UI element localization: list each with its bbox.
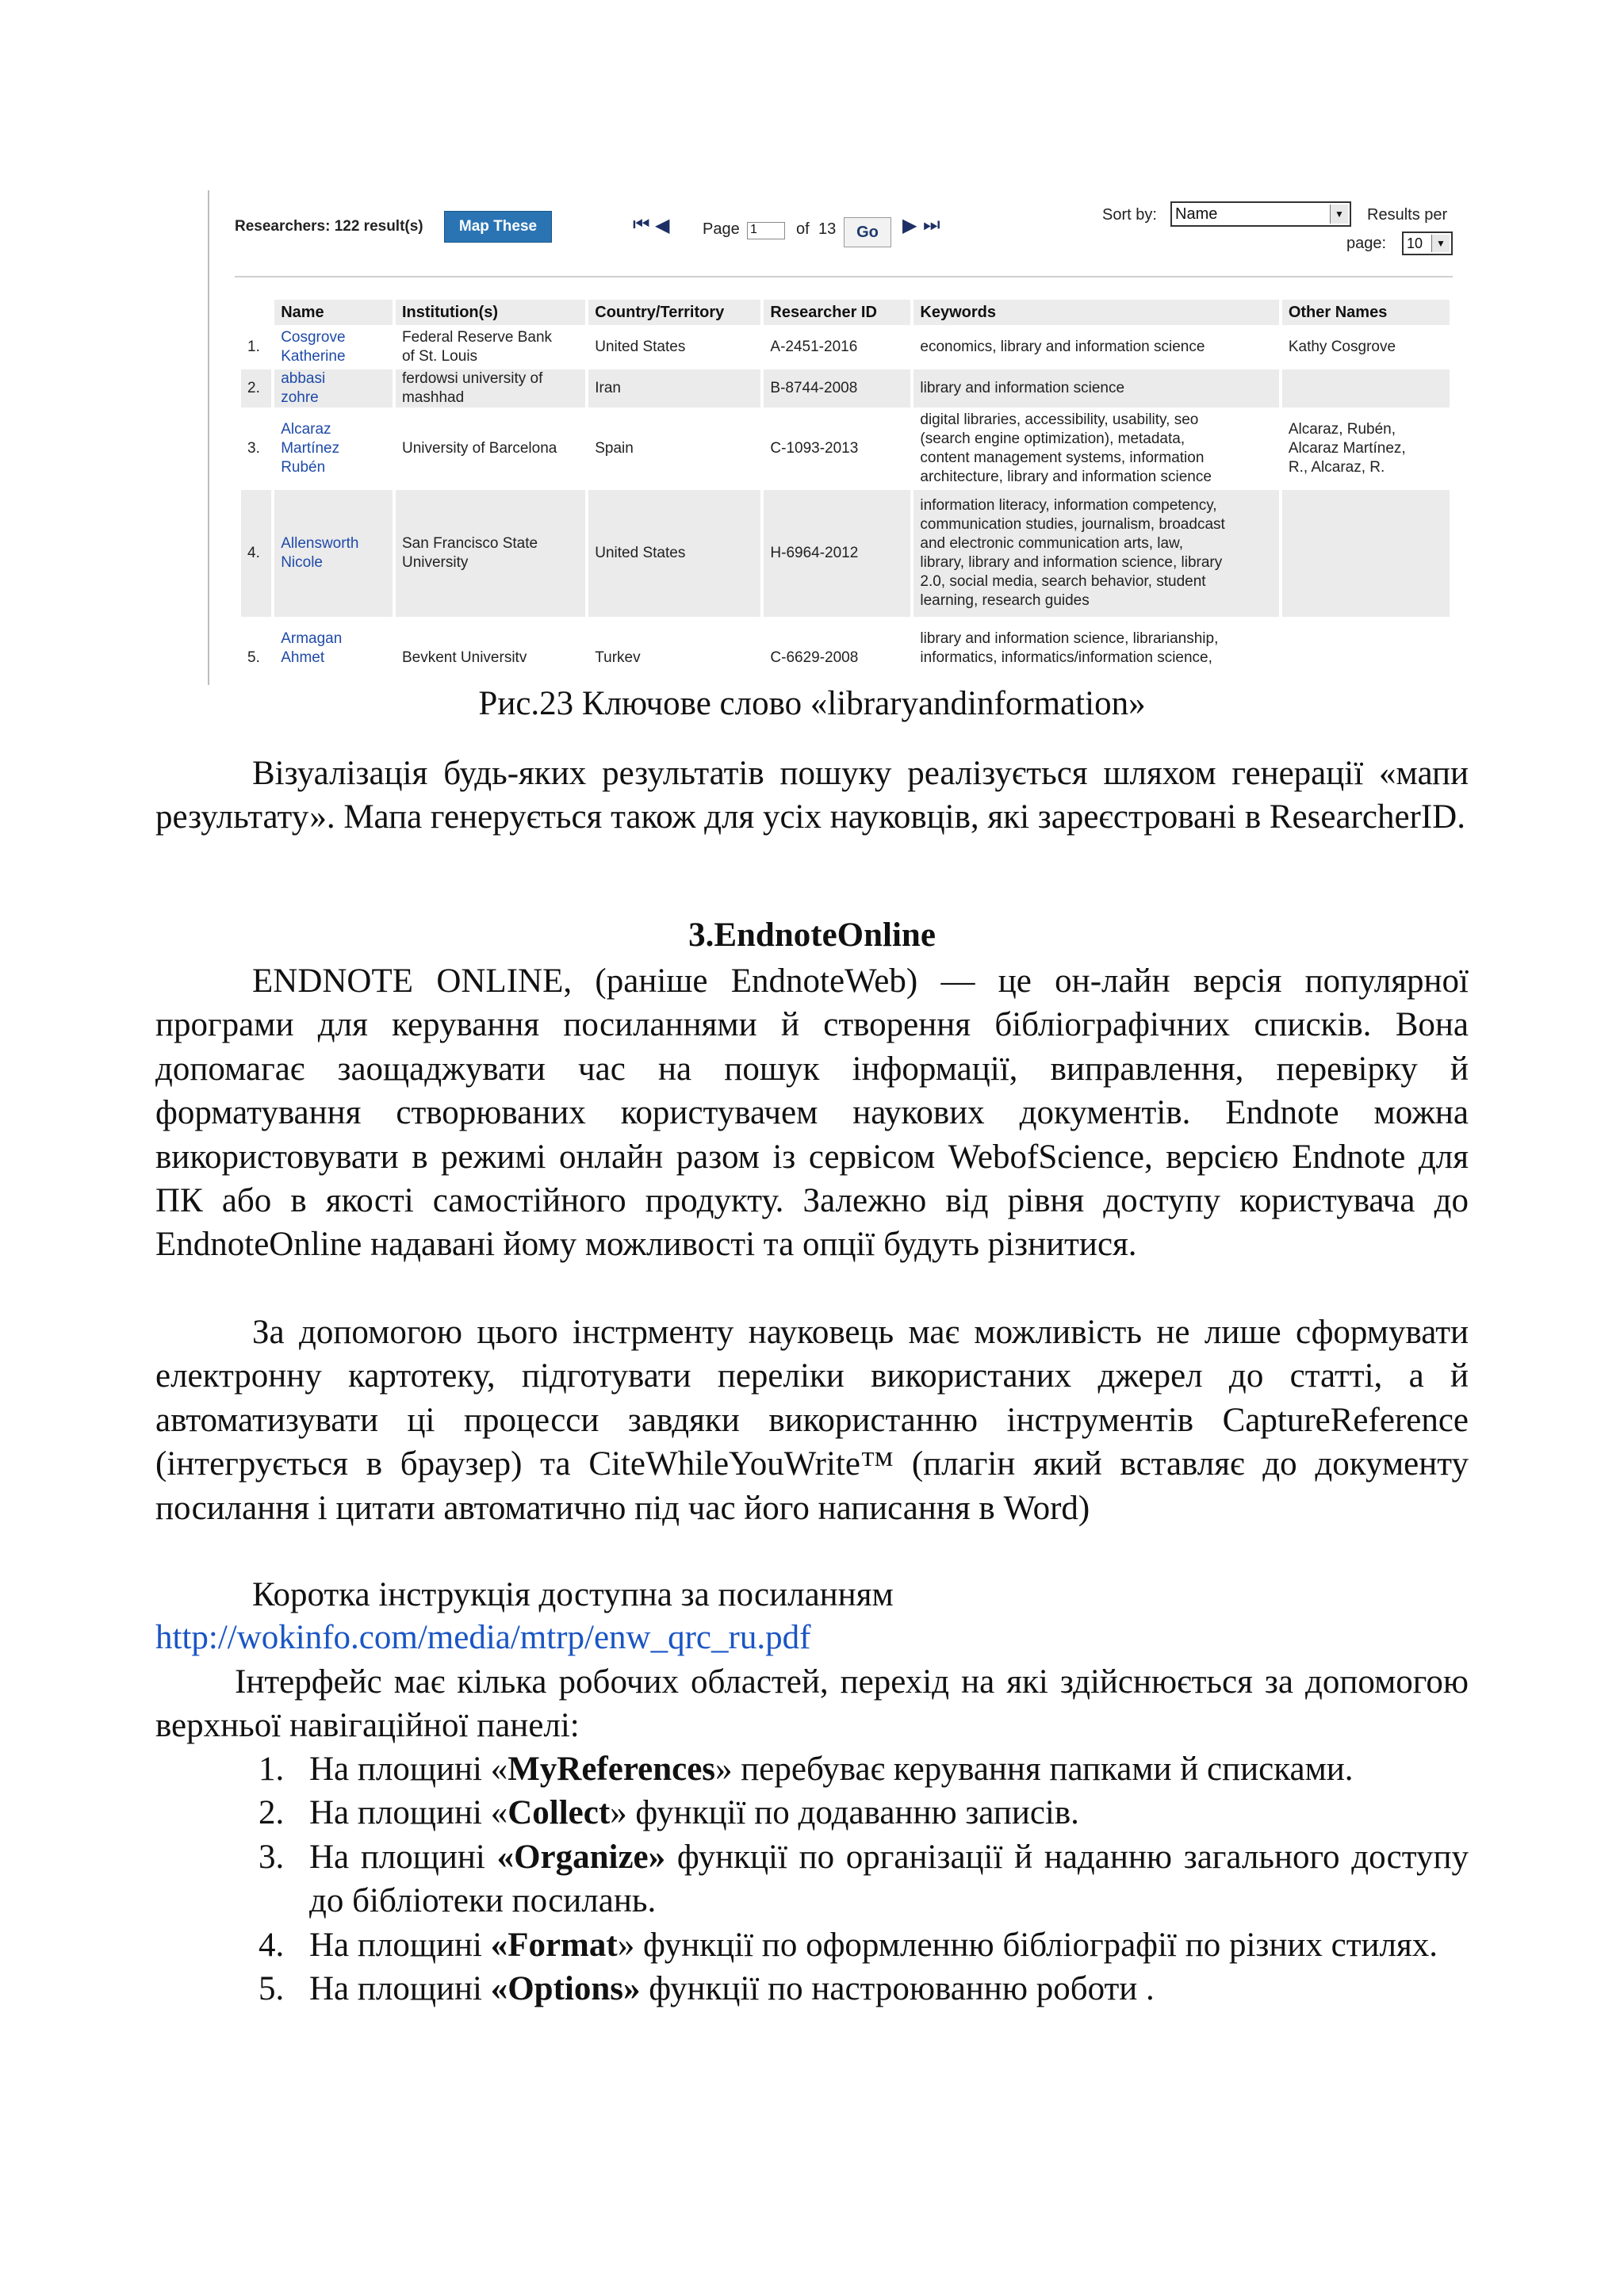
column-header[interactable]: Other Names [1282, 300, 1450, 325]
paragraph-interface: Інтерфейс має кілька робочих областей, перехід на які здійснюється за допомогою верхньої навігаційної панелі: [155, 1663, 1469, 1745]
keywords-cell: library and information science, librarianship, informatics, informatics/information science, [920, 630, 1219, 666]
institution-cell: Bevkent Universitv [401, 649, 527, 666]
list-number: 1. [259, 1751, 285, 1788]
list-item: 5. На площині «Options» функції по настроюванню роботи . [252, 1967, 1469, 2011]
section-heading: 3.EndnoteOnline [688, 916, 936, 954]
researcher-name-link[interactable]: Allensworth Nicole [274, 490, 393, 617]
researcher-name-link[interactable]: Alcaraz Martínez Rubén [281, 421, 340, 476]
other-names-cell [1282, 620, 1450, 668]
country-cell: United States [588, 490, 760, 617]
keywords-cell: digital libraries, accessibility, usability, seo (search engine optimization), metadata, content management systems, information architecture, library and information science [920, 411, 1212, 485]
researcher-id-cell: B-8744-2008 [764, 369, 910, 408]
list-number: 5. [259, 1970, 285, 2008]
page-colon-label: page: [1346, 235, 1387, 252]
dropdown-arrow-icon: ▼ [1431, 235, 1450, 252]
researcher-id-cell: A-2451-2016 [770, 339, 858, 355]
sort-by-select[interactable] [1170, 201, 1351, 227]
researcher-name-link[interactable]: Armagan Ahmet [281, 630, 343, 666]
results-per-label: Results per [1367, 206, 1448, 224]
first-page-icon[interactable]: ⏮ [633, 214, 650, 235]
workspace-list [252, 1747, 1469, 2011]
researcher-name-link[interactable]: abbasi zohre [274, 369, 393, 408]
list-number: 4. [259, 1926, 285, 1964]
divider [235, 276, 1453, 277]
go-button[interactable]: Go [844, 217, 891, 247]
researcher-id-cell: C-1093-2013 [770, 440, 859, 457]
country-cell: United States [595, 339, 686, 355]
table-row [241, 411, 1450, 487]
researcher-name-link[interactable]: Cosgrove Katherine [281, 329, 346, 365]
workspace-name: MyReferences [508, 1751, 716, 1788]
instruction-link[interactable]: http://wokinfo.com/media/mtrp/enw_qrc_ru.pdf [155, 1619, 811, 1656]
column-header[interactable]: Name [274, 300, 393, 325]
institution-cell: Federal Reserve Bank of St. Louis [401, 329, 553, 365]
table-header-row [241, 300, 1450, 325]
row-number: 3. [247, 440, 260, 457]
figure-caption: Рис.23 Ключове слово «libraryandinformation» [478, 685, 1146, 722]
table-body [241, 328, 1450, 668]
page-label: Page [703, 220, 740, 238]
country-cell: Turkev [595, 649, 641, 666]
keywords-cell: library and information science [914, 369, 1278, 408]
list-number: 3. [259, 1838, 285, 1876]
table-row [241, 369, 1450, 408]
sort-by-label: Sort by: [1102, 206, 1157, 224]
last-page-icon[interactable]: ⏭ [923, 214, 940, 235]
researchers-table [238, 297, 1453, 671]
dropdown-arrow-icon: ▼ [1330, 205, 1348, 224]
list-item: 4. На площині «Format» функції по оформленню бібліографії по різних стилях. [252, 1923, 1469, 1967]
paragraph-visualization: Візуалізація будь-яких результатів пошуку реалізується шляхом генерації «мапи результату». Мапа генерується також для усіх науковців, які зареєстровані в ResearcherID. [155, 755, 1469, 836]
list-item: 1. На площині «MyReferences» перебуває керування папками й списками. [252, 1747, 1469, 1791]
list-number: 2. [259, 1794, 285, 1832]
of-label: of [796, 220, 810, 238]
paragraph-endnote-intro: ENDNOTE ONLINE, (раніше EndnoteWeb) — це он-лайн версія популярної програми для керування посиланнями й створення бібліографічних списків. Вона допомагає заощаджувати час на пошук інформації, виправлення, перевірку й форматування створюваних користувачем наукових документів. Endnote можна використовувати в режимі онлайн разом із сервісом WebofScience, версією Endnote для ПК або в якості самостійного продукту. Залежно від рівня доступу користувача до EndnoteOnline надавані йому можливості та опції будуть різнитися. [155, 962, 1469, 1264]
institution-cell: San Francisco State University [396, 490, 585, 617]
next-page-icon[interactable]: ▶ [902, 215, 917, 236]
country-cell: Spain [595, 440, 634, 457]
keywords-cell: economics, library and information science [920, 339, 1205, 355]
table-row [241, 620, 1450, 668]
workspace-name: «Options» [490, 1970, 641, 2008]
other-names-cell [1282, 369, 1450, 408]
workspace-name: «Organize» [496, 1838, 666, 1876]
column-header [241, 300, 271, 325]
researcher-id-cell: C-6629-2008 [770, 649, 859, 666]
keywords-cell: information literacy, information competency, communication studies, journalism, broadcast and electronic communication arts, law, library, library and information science, library 2.0, social media, search behavior, student learning, research guides [914, 490, 1278, 617]
page-number-input[interactable]: 1 [747, 222, 785, 239]
results-count: Researchers: 122 result(s) [235, 218, 423, 235]
column-header[interactable]: Keywords [914, 300, 1278, 325]
researcher-id-cell: H-6964-2012 [764, 490, 910, 617]
table-row [241, 490, 1450, 617]
row-number: 1. [247, 339, 260, 355]
institution-cell: ferdowsi university of mashhad [396, 369, 585, 408]
paragraph-short-instruction: Коротка інструкція доступна за посиланням [252, 1576, 894, 1613]
workspace-name: «Format [490, 1926, 618, 1964]
prev-page-icon[interactable]: ◀ [655, 215, 670, 236]
list-item: 3. На площині «Organize» функції по організації й наданню загального доступу до бібліотеки посилань. [252, 1835, 1469, 1923]
workspace-name: Collect [508, 1794, 611, 1832]
row-number: 5. [247, 649, 260, 666]
map-these-button[interactable]: Map These [444, 211, 552, 243]
other-names-cell [1282, 490, 1450, 617]
per-page-value: 10 [1407, 235, 1423, 251]
list-item: 2. На площині «Collect» функції по додаванню записів. [252, 1791, 1469, 1835]
institution-cell: University of Barcelona [401, 440, 557, 457]
row-number: 2. [241, 369, 271, 408]
per-page-select[interactable] [1402, 232, 1453, 255]
sort-by-value: Name [1175, 205, 1218, 223]
other-names-cell: Alcaraz, Rubén, Alcaraz Martínez, R., Alcaraz, R. [1288, 421, 1406, 476]
table-row [241, 328, 1450, 366]
country-cell: Iran [588, 369, 760, 408]
total-pages: 13 [818, 220, 837, 238]
paragraph-tool-capabilities: За допомогою цього інстрменту науковець має можливість не лише сформувати електронну картотеку, підготувати переліки використаних джерел до статті, а й автоматизувати ці процесси завдяки використанню інструментів CaptureReference (інтегрується в браузер) та CiteWhileYouWrite™ (плагін який вставляє до документу посилання і цитати автоматично під час його написання в Word) [155, 1314, 1469, 1527]
other-names-cell: Kathy Cosgrove [1288, 339, 1396, 355]
column-header[interactable]: Institution(s) [396, 300, 585, 325]
column-header[interactable]: Researcher ID [764, 300, 910, 325]
column-header[interactable]: Country/Territory [588, 300, 760, 325]
row-number: 4. [241, 490, 271, 617]
researcher-results-screenshot [208, 190, 1453, 685]
